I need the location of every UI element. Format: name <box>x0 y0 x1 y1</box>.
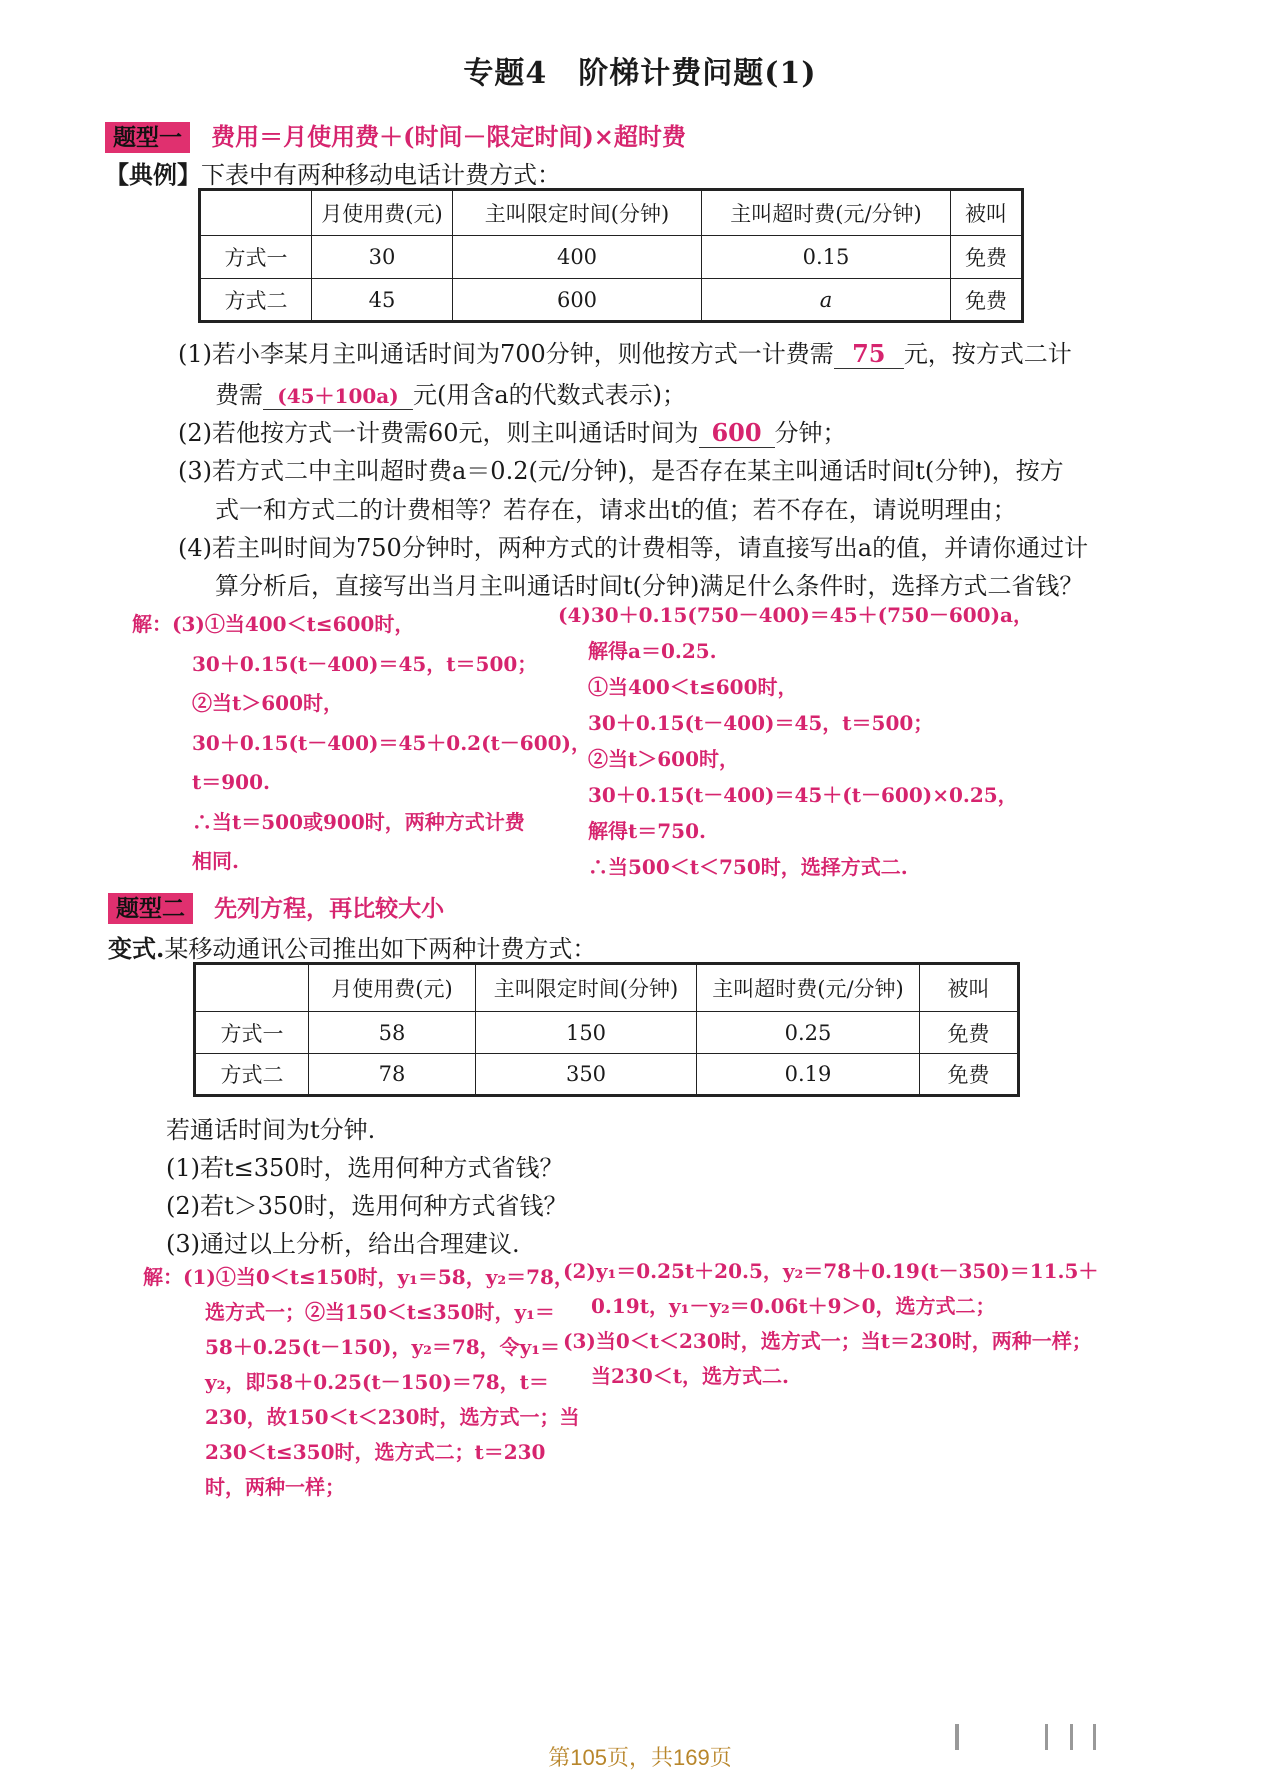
solution-line: 0.19t，y₁－y₂＝0.06t＋9＞0，选方式二； <box>591 1294 996 1318</box>
solution-line: t＝900. <box>192 770 270 794</box>
header-cell: 月使用费(元) <box>312 190 453 236</box>
solution-line: 相同. <box>192 849 239 873</box>
variant-question-1: (1)若t≤350时，选用何种方式省钱？ <box>166 1154 564 1182</box>
solution-line: 30＋0.15(t－400)＝45＋(t－600)×0.25， <box>588 783 1018 807</box>
type-tag: 题型二 <box>108 893 193 924</box>
solution-line: 30＋0.15(t－400)＝45，t＝500； <box>588 711 934 735</box>
variant-question-2: (2)若t＞350时，选用何种方式省钱？ <box>166 1192 568 1220</box>
solution-line: 选方式一；②当150＜t≤350时，y₁＝ <box>205 1300 555 1324</box>
table-cell: 30 <box>312 236 453 279</box>
table-cell: a <box>702 279 951 322</box>
variant-label: 变式. <box>108 934 165 963</box>
table-cell: 方式二 <box>195 1054 309 1096</box>
header-cell: 被叫 <box>920 964 1019 1012</box>
question-4-cont: 算分析后，直接写出当月主叫通话时间t(分钟)满足什么条件时，选择方式二省钱？ <box>215 572 1084 600</box>
section-heading-type2 <box>108 890 444 923</box>
solution-line: 解得a＝0.25. <box>588 639 717 663</box>
q2-text: 分钟； <box>774 419 847 447</box>
variant-premise: 若通话时间为t分钟. <box>166 1116 376 1144</box>
solution-line: (3)当0＜t＜230时，选方式一；当t＝230时，两种一样； <box>563 1329 1092 1353</box>
pricing-table-2 <box>193 962 1020 1097</box>
solution-line: 58＋0.25(t－150)，y₂＝78，令y₁＝ <box>205 1335 561 1359</box>
table-row <box>195 1054 1019 1096</box>
table-cell: 免费 <box>951 236 1023 279</box>
solution-line: ②当t＞600时， <box>192 691 343 715</box>
table-row <box>200 236 1023 279</box>
solution-line: 时，两种一样； <box>205 1475 345 1499</box>
table-cell: 免费 <box>951 279 1023 322</box>
header-cell <box>200 190 312 236</box>
solution-line: 解：(1)①当0＜t≤150时，y₁＝58，y₂＝78， <box>143 1265 574 1289</box>
solution-line: 解：(3)①当400＜t≤600时， <box>132 612 415 636</box>
solution-line: (4)30＋0.15(750－400)＝45＋(750－600)a， <box>558 603 1034 627</box>
solution-line: ∴当500＜t＜750时，选择方式二. <box>588 855 908 879</box>
solution-line: 当230＜t，选方式二. <box>591 1364 789 1388</box>
table-cell: 600 <box>453 279 702 322</box>
page-footer: 第105页，共169页 <box>548 1745 732 1770</box>
table-cell: 0.19 <box>697 1054 920 1096</box>
table-cell: 58 <box>309 1012 476 1054</box>
variant-intro <box>108 929 596 964</box>
answer-blank: (45＋100a) <box>263 380 413 410</box>
variant-solution-left <box>143 1260 579 1505</box>
q1-text: 元，按方式二计 <box>903 340 1072 368</box>
table-cell: 0.25 <box>697 1012 920 1054</box>
question-1-cont <box>215 375 686 410</box>
answer-blank: 600 <box>699 418 775 448</box>
question-4: (4)若主叫时间为750分钟时，两种方式的计费相等，请直接写出a的值，并请你通过计 <box>178 534 1089 562</box>
table-cell: 350 <box>476 1054 697 1096</box>
solution-right <box>558 597 1033 885</box>
q2-text: (2)若他按方式一计费需60元，则主叫通话时间为 <box>178 419 699 447</box>
q1-text: (1)若小李某月主叫通话时间为700分钟，则他按方式一计费需 <box>178 340 834 368</box>
header-cell: 月使用费(元) <box>309 964 476 1012</box>
table-cell: 0.15 <box>702 236 951 279</box>
solution-line: 解得t＝750. <box>588 819 706 843</box>
table-cell: 150 <box>476 1012 697 1054</box>
example-label: 【典例】 <box>105 160 201 189</box>
table-cell: 45 <box>312 279 453 322</box>
variant-solution-right <box>563 1254 1098 1394</box>
header-cell: 被叫 <box>951 190 1023 236</box>
table-cell: 免费 <box>920 1012 1019 1054</box>
header-cell: 主叫限定时间(分钟) <box>453 190 702 236</box>
example-intro-text: 下表中有两种移动电话计费方式： <box>201 161 561 189</box>
type-heading: 费用＝月使用费＋(时间－限定时间)×超时费 <box>211 122 686 151</box>
solution-line: (2)y₁＝0.25t＋20.5，y₂＝78＋0.19(t－350)＝11.5＋ <box>563 1259 1099 1283</box>
solution-line: 230＜t≤350时，选方式二；t＝230 <box>205 1440 546 1464</box>
solution-left <box>132 605 591 882</box>
solution-line: 30＋0.15(t－400)＝45＋0.2(t－600)， <box>192 730 591 755</box>
question-1 <box>178 334 1072 369</box>
solution-line: 230，故150＜t＜230时，选方式一；当 <box>205 1405 580 1429</box>
table-header-row <box>200 190 1023 236</box>
table-header-row <box>195 964 1019 1012</box>
answer-blank: 75 <box>834 339 904 369</box>
header-cell: 主叫超时费(元/分钟) <box>697 964 920 1012</box>
q1-text: 元(用含a的代数式表示)； <box>413 381 687 409</box>
solution-line: 30＋0.15(t－400)＝45，t＝500； <box>192 651 538 676</box>
page-title: 专题4 阶梯计费问题(1) <box>463 56 817 91</box>
header-cell: 主叫超时费(元/分钟) <box>702 190 951 236</box>
solution-line: ②当t＞600时， <box>588 747 739 771</box>
table-cell: 78 <box>309 1054 476 1096</box>
q1-text: 费需 <box>215 381 263 409</box>
variant-intro-text: 某移动通讯公司推出如下两种计费方式： <box>164 935 597 963</box>
question-2 <box>178 413 847 448</box>
section-heading-type1 <box>105 117 686 152</box>
solution-line: ①当400＜t≤600时， <box>588 675 798 699</box>
question-3-cont: 式一和方式二的计费相等？若存在，请求出t的值；若不存在，请说明理由； <box>215 496 1017 524</box>
solution-line: y₂，即58＋0.25(t－150)＝78，t＝ <box>205 1370 549 1394</box>
table-cell: 方式二 <box>200 279 312 322</box>
header-cell <box>195 964 309 1012</box>
type-tag: 题型一 <box>105 122 190 153</box>
table-cell: 免费 <box>920 1054 1019 1096</box>
table-cell: 方式一 <box>195 1012 309 1054</box>
question-3: (3)若方式二中主叫超时费a＝0.2(元/分钟)，是否存在某主叫通话时间t(分钟)，按方 <box>178 457 1064 485</box>
table-cell: 方式一 <box>200 236 312 279</box>
table-row <box>195 1012 1019 1054</box>
pricing-table-1 <box>198 188 1024 323</box>
variant-question-3: (3)通过以上分析，给出合理建议. <box>166 1230 520 1258</box>
table-cell: 400 <box>453 236 702 279</box>
example-intro <box>105 155 561 190</box>
table-row <box>200 279 1023 322</box>
header-cell: 主叫限定时间(分钟) <box>476 964 697 1012</box>
type-heading: 先列方程，再比较大小 <box>214 895 445 922</box>
solution-line: ∴当t＝500或900时，两种方式计费 <box>192 809 525 834</box>
